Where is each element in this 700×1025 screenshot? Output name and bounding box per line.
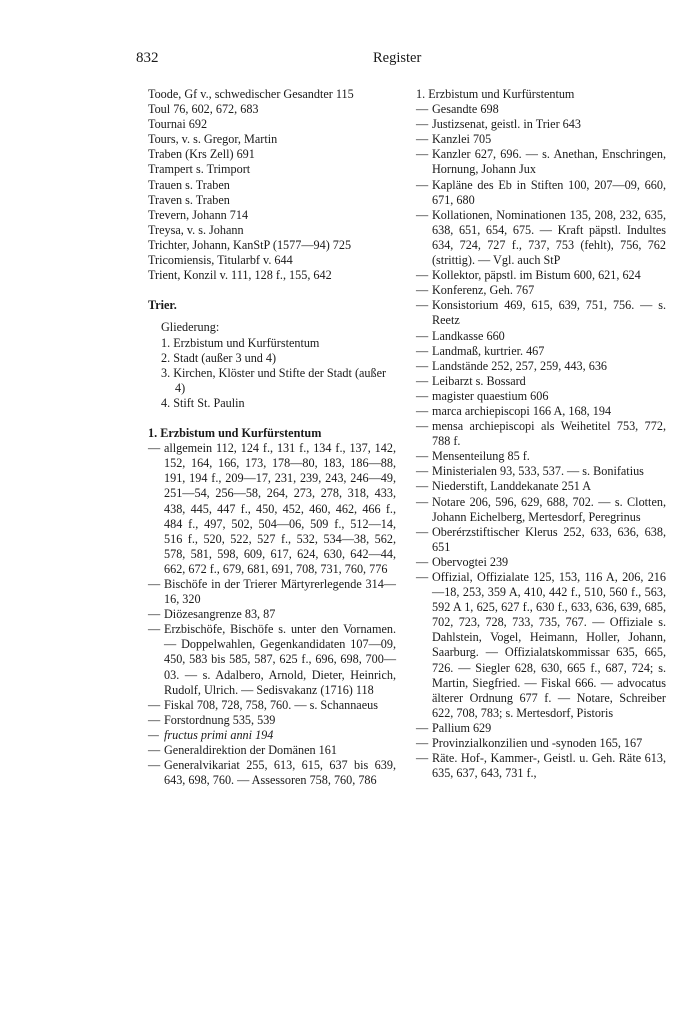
- sub-entry: — Obervogtei 239: [416, 555, 666, 570]
- index-entry: Trampert s. Trimport: [148, 162, 251, 177]
- sub-entry: — Gesandte 698: [416, 102, 666, 117]
- index-column-left: [148, 87, 396, 788]
- sub-entry: — Kollationen, Nominationen 135, 208, 232, 635, 638, 651, 654, 675. — Kraft päpstl. Indultes 634, 724, 727 f., 737, 753 (fehlt), 756, 762 (strittig). — Vgl. auch StP: [416, 208, 666, 268]
- index-entry: Tours, v. s. Gregor, Martin: [148, 132, 278, 147]
- sub-entry: — Ministerialen 93, 533, 537. — s. Bonifatius: [416, 464, 666, 479]
- index-column-right: [416, 87, 666, 781]
- sub-entry: — Justizsenat, geistl. in Trier 643: [416, 117, 666, 132]
- index-entry: Traven s. Traben: [148, 192, 230, 207]
- sub-entry: — Bischöfe in der Trierer Märtyrerlegende 314—16, 320: [148, 577, 396, 607]
- sub-entry: — Erzbischöfe, Bischöfe s. unter den Vornamen. — Doppelwahlen, Gegenkandidaten 107—09, 450, 583 bis 585, 587, 625 f., 696, 698, 700—03. — s. Adalbero, Arnold, Dieter, Heinrich, Rudolf, Ulrich. — Sedisvakanz (1716) 118: [148, 622, 396, 697]
- sub-entry: — Landkasse 660: [416, 329, 666, 344]
- index-entry: Trichter, Johann, KanStP (1577—94) 725: [148, 237, 352, 252]
- sub-entry: — allgemein 112, 124 f., 131 f., 134 f., 137, 142, 152, 164, 166, 173, 178—80, 183, 186—88, 191, 194 f., 209—17, 231, 239, 243, 246—49, 251—54, 256—58, 264, 273, 278, 318, 433, 438, 445, 447 f., 450, 452, 460, 462, 466 f., 484 f., 497, 502, 504—06, 509 f., 512—14, 516 f., 520, 522, 527 f., 532, 534—38, 562, 578, 581, 598, 609, 617, 624, 630, 642—44, 662, 672 f., 679, 681, 691, 708, 731, 760, 776: [148, 441, 396, 577]
- gliederung-item: 2. Stadt (außer 3 und 4): [161, 350, 277, 365]
- trier-heading: Trier.: [148, 298, 177, 313]
- gliederung-item: 3. Kirchen, Klöster und Stifte der Stadt (außer 4): [161, 365, 387, 395]
- page-header: [136, 50, 564, 70]
- sub-entry: — Pallium 629: [416, 721, 666, 736]
- index-entry: Toode, Gf v., schwedischer Gesandter 115: [148, 87, 354, 101]
- sub-entry: — Generaldirektion der Domänen 161: [148, 743, 396, 758]
- sub-entry: — mensa archiepiscopi als Weihetitel 753, 772, 788 f.: [416, 419, 666, 449]
- sub-entry: — Kanzlei 705: [416, 132, 666, 147]
- gliederung-item: 1. Erzbistum und Kurfürstentum: [161, 335, 320, 350]
- section-heading: 1. Erzbistum und Kurfürstentum: [148, 426, 322, 441]
- sub-entry: — Forstordnung 535, 539: [148, 713, 396, 728]
- sub-entry: — Fiskal 708, 728, 758, 760. — s. Schannaeus: [148, 698, 396, 713]
- section-heading-continued: 1. Erzbistum und Kurfürstentum: [416, 87, 575, 101]
- index-entry: Trauen s. Traben: [148, 177, 230, 192]
- sub-entry: — Kanzler 627, 696. — s. Anethan, Enschringen, Hornung, Johann Jux: [416, 147, 666, 177]
- sub-entry: — Landmaß, kurtrier. 467: [416, 344, 666, 359]
- index-entry: Traben (Krs Zell) 691: [148, 147, 255, 162]
- sub-entry: — Mensenteilung 85 f.: [416, 449, 666, 464]
- sub-entry: — Kollektor, päpstl. im Bistum 600, 621, 624: [416, 268, 666, 283]
- sub-entry: — Offizial, Offizialate 125, 153, 116 A, 206, 216—18, 253, 359 A, 410, 442 f., 510, 560 f., 563, 592 A 1, 625, 627 f., 630 f., 633, 636, 639, 685, 702, 723, 728, 733, 735, 767. — Offiziale s. Dahlstein, Vogel, Heimann, Holler, Johann, Saarburg. — Offizialatskommissar 635, 665, 726. — Siegler 628, 630, 665 f., 687, 724; s. Martin, Siegfried. — Fiskal 666. — advocatus älterer Ordnung 677 f. — Notare, Schreiber 622, 708, 783; s. Mertesdorf, Pistoris: [416, 570, 666, 721]
- sub-entry: — Generalvikariat 255, 613, 615, 637 bis 639, 643, 698, 760. — Assessoren 758, 760, 786: [148, 758, 396, 788]
- sub-entry: — Diözesangrenze 83, 87: [148, 607, 396, 622]
- index-entry: Treysa, v. s. Johann: [148, 222, 244, 237]
- page-number: 832: [136, 50, 159, 66]
- running-head: Register: [373, 50, 422, 66]
- sub-entry: — Kapläne des Eb in Stiften 100, 207—09, 660, 671, 680: [416, 178, 666, 208]
- sub-entry: — Konferenz, Geh. 767: [416, 283, 666, 298]
- index-entry: Tricomiensis, Titularbf v. 644: [148, 253, 293, 268]
- sub-entry: — Räte. Hof-, Kammer-, Geistl. u. Geh. Räte 613, 635, 637, 643, 731 f.,: [416, 751, 666, 781]
- gliederung-label: Gliederung:: [161, 320, 220, 335]
- sub-entry: — Leibarzt s. Bossard: [416, 374, 666, 389]
- sub-entry: — Notare 206, 596, 629, 688, 702. — s. Clotten, Johann Eichelberg, Mertesdorf, Peregrinus: [416, 495, 666, 525]
- index-entry: Trevern, Johann 714: [148, 207, 249, 222]
- index-entry: Tournai 692: [148, 117, 208, 132]
- gliederung-item: 4. Stift St. Paulin: [161, 395, 245, 410]
- sub-entry: — Niederstift, Landdekanate 251 A: [416, 479, 666, 494]
- sub-entry: — Provinzialkonzilien und -synoden 165, 167: [416, 736, 666, 751]
- sub-entry: — Konsistorium 469, 615, 639, 751, 756. — s. Reetz: [416, 298, 666, 328]
- sub-entry: — magister quaestium 606: [416, 389, 666, 404]
- sub-entry: — Oberérzstiftischer Klerus 252, 633, 636, 638, 651: [416, 525, 666, 555]
- index-entry: Trient, Konzil v. 111, 128 f., 155, 642: [148, 268, 332, 283]
- sub-entry: — marca archiepiscopi 166 A, 168, 194: [416, 404, 666, 419]
- sub-entry: — fructus primi anni 194: [148, 728, 396, 743]
- sub-entry: — Landstände 252, 257, 259, 443, 636: [416, 359, 666, 374]
- index-entry: Toul 76, 602, 672, 683: [148, 102, 259, 117]
